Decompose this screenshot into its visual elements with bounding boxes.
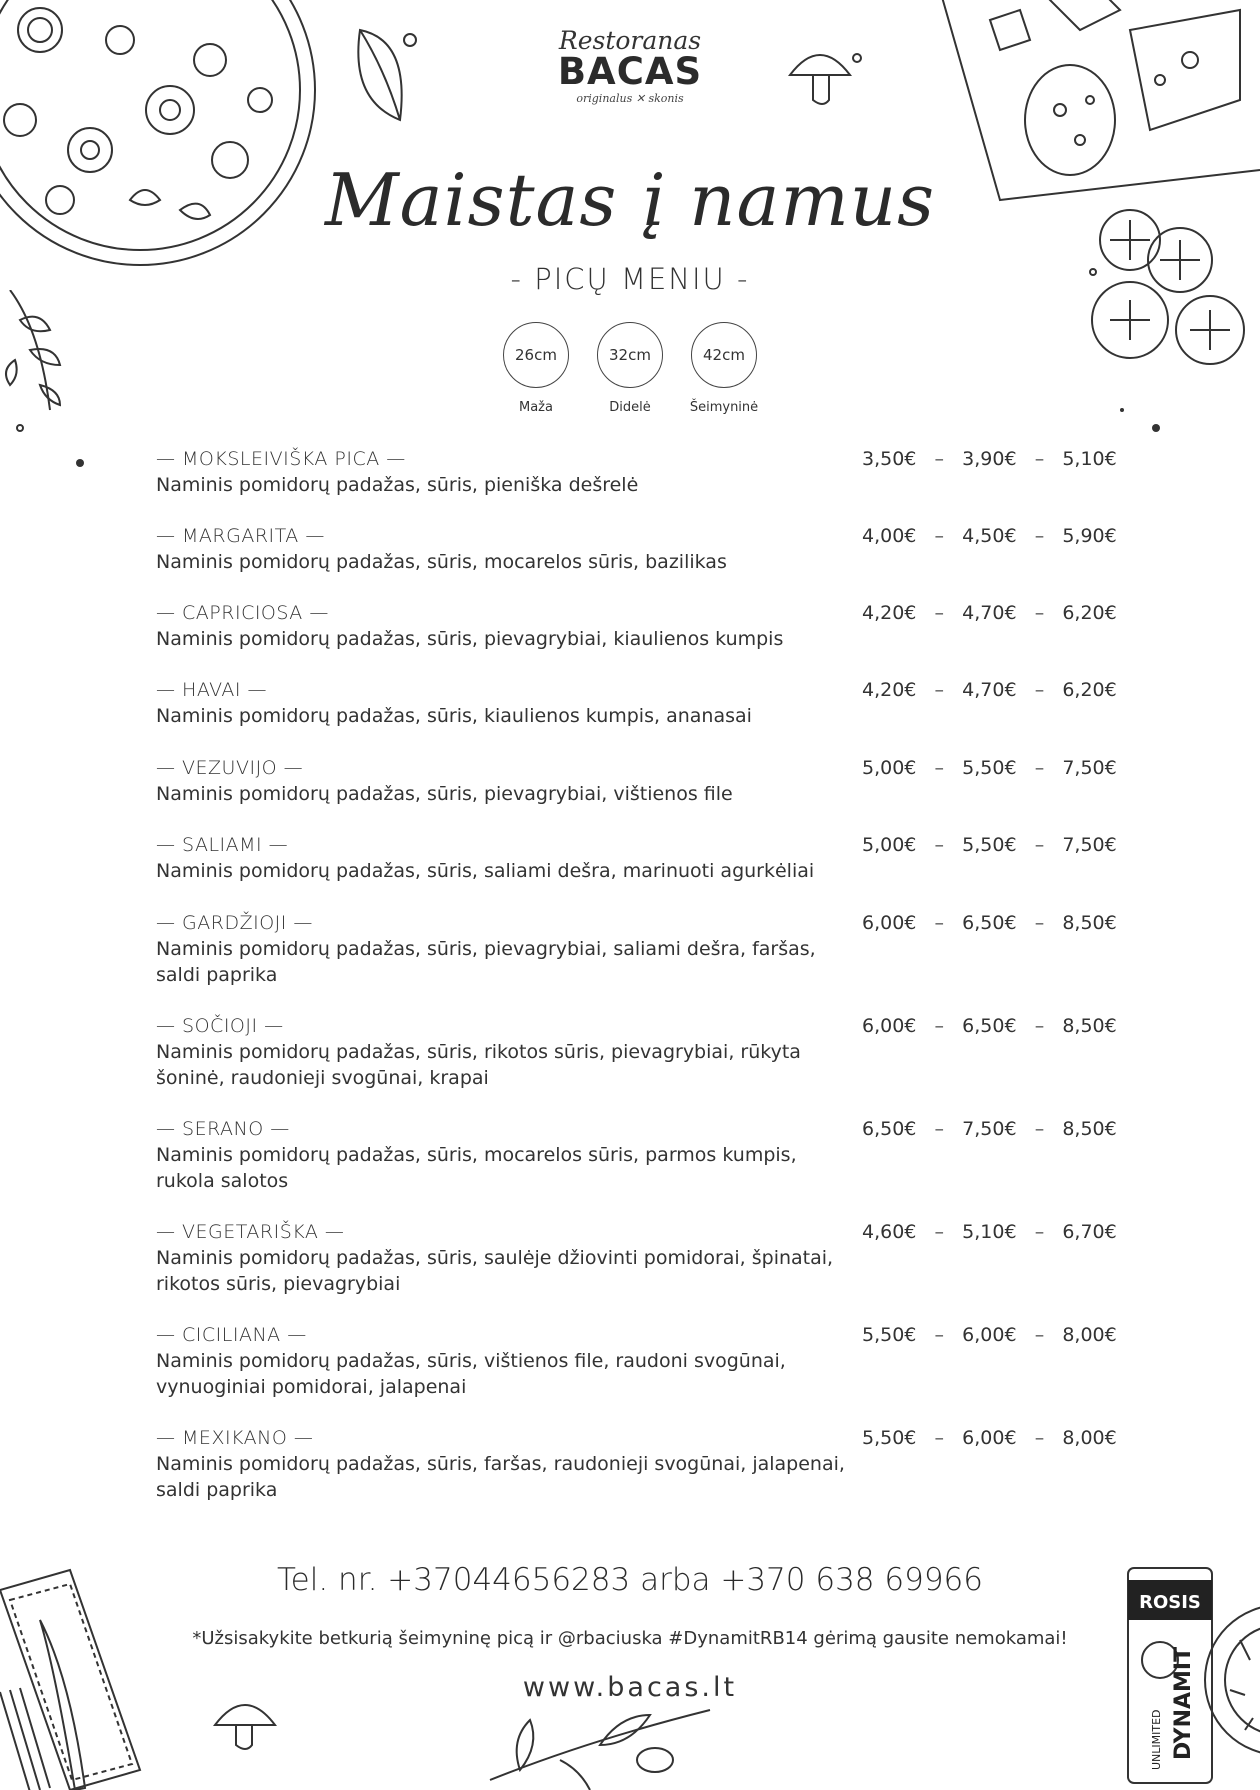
pizza-description: Naminis pomidorų padažas, sūris, mocarelos sūris, parmos kumpis, rukola salotos <box>156 1144 797 1192</box>
price-family: 8,50€ <box>1062 1015 1117 1037</box>
logo-tag-left: originalus <box>576 91 633 105</box>
price-large: 4,50€ <box>962 525 1017 547</box>
price-family: 8,00€ <box>1062 1427 1117 1449</box>
menu-item <box>156 677 1136 729</box>
logo-script: Restoranas <box>558 26 702 55</box>
price-separator: – <box>1034 1221 1045 1243</box>
pizza-description: Naminis pomidorų padažas, sūris, vištienos file, raudoni svogūnai, vynuoginiai pomidorai, jalapenai <box>156 1350 786 1398</box>
price-separator: – <box>934 757 945 779</box>
size-label: Maža <box>519 400 553 415</box>
price-large: 5,50€ <box>962 834 1017 856</box>
price-family: 8,50€ <box>1062 1118 1117 1140</box>
pizza-name: — MARGARITA — <box>156 525 325 547</box>
price-small: 5,00€ <box>862 757 917 779</box>
price-separator: – <box>1034 1324 1045 1346</box>
pizza-prices <box>862 1219 1117 1245</box>
price-large: 5,50€ <box>962 757 1017 779</box>
pizza-name: — VEZUVIJO — <box>156 757 304 779</box>
pizza-description: Naminis pomidorų padažas, sūris, pievagrybiai, saliami dešra, faršas, saldi paprika <box>156 938 816 986</box>
pizza-description: Naminis pomidorų padažas, sūris, mocarelos sūris, bazilikas <box>156 551 727 573</box>
price-separator: – <box>934 602 945 624</box>
price-separator: – <box>934 1324 945 1346</box>
price-separator: – <box>934 525 945 547</box>
pizza-name: — SERANO — <box>156 1118 290 1140</box>
price-separator: – <box>1034 834 1045 856</box>
pizza-description: Naminis pomidorų padažas, sūris, kiaulienos kumpis, ananasai <box>156 705 752 727</box>
pizza-name: — MEXIKANO — <box>156 1427 314 1449</box>
price-small: 5,50€ <box>862 1427 917 1449</box>
logo-name: BACAS <box>557 50 703 93</box>
price-separator: – <box>934 912 945 934</box>
price-small: 5,00€ <box>862 834 917 856</box>
price-small: 5,50€ <box>862 1324 917 1346</box>
price-separator: – <box>934 1221 945 1243</box>
price-separator: – <box>1034 679 1045 701</box>
price-small: 4,60€ <box>862 1221 917 1243</box>
pizza-name: — CAPRICIOSA — <box>156 602 329 624</box>
price-family: 5,90€ <box>1062 525 1117 547</box>
price-large: 6,50€ <box>962 1015 1017 1037</box>
cutlery-icon: ✕ <box>635 91 649 105</box>
logo-tag-right: skonis <box>648 91 684 105</box>
pizza-description: Naminis pomidorų padažas, sūris, faršas, raudonieji svogūnai, jalapenai, saldi paprika <box>156 1453 845 1501</box>
price-separator: – <box>934 1118 945 1140</box>
pizza-prices <box>862 600 1117 626</box>
price-separator: – <box>1034 602 1045 624</box>
restaurant-logo <box>0 28 1260 105</box>
can-sub-text: UNLIMITED <box>1150 1709 1163 1770</box>
pizza-prices <box>862 910 1117 936</box>
pizza-prices <box>862 1013 1117 1039</box>
price-separator: – <box>1034 525 1045 547</box>
size-family <box>688 322 760 415</box>
menu-item <box>156 1013 1136 1091</box>
price-large: 7,50€ <box>962 1118 1017 1140</box>
size-label: Šeimyninė <box>689 400 759 415</box>
menu-item <box>156 1425 1136 1503</box>
price-separator: – <box>934 834 945 856</box>
pizza-description: Naminis pomidorų padažas, sūris, pievagrybiai, kiaulienos kumpis <box>156 628 784 650</box>
price-family: 8,00€ <box>1062 1324 1117 1346</box>
price-small: 3,50€ <box>862 448 917 470</box>
price-family: 7,50€ <box>1062 834 1117 856</box>
menu-item <box>156 523 1136 575</box>
size-circle: 26cm <box>503 322 569 388</box>
size-label: Didelė <box>609 400 651 415</box>
price-separator: – <box>934 1427 945 1449</box>
price-large: 6,00€ <box>962 1324 1017 1346</box>
pizza-name: — SALIAMI — <box>156 834 289 856</box>
pizza-prices <box>862 1116 1117 1142</box>
pizza-name: — VEGETARIŠKA — <box>156 1221 345 1243</box>
menu-item <box>156 1219 1136 1297</box>
pizza-description: Naminis pomidorų padažas, sūris, saliami dešra, marinuoti agurkėliai <box>156 860 815 882</box>
price-separator: – <box>1034 1015 1045 1037</box>
menu-item <box>156 1322 1136 1400</box>
price-separator: – <box>934 1015 945 1037</box>
size-circle: 42cm <box>691 322 757 388</box>
logo-tagline <box>0 92 1260 105</box>
phone-number[interactable]: Tel. nr. +37044656283 arba +370 638 69966 <box>276 1562 983 1598</box>
price-family: 7,50€ <box>1062 757 1117 779</box>
menu-item <box>156 446 1136 498</box>
price-separator: – <box>934 679 945 701</box>
pizza-prices <box>862 755 1117 781</box>
price-large: 4,70€ <box>962 602 1017 624</box>
pizza-description: Naminis pomidorų padažas, sūris, rikotos sūris, pievagrybiai, rūkyta šoninė, raudonieji svogūnai, krapai <box>156 1041 801 1089</box>
menu-item <box>156 832 1136 884</box>
menu-item <box>156 1116 1136 1194</box>
pizza-prices <box>862 1425 1117 1451</box>
promo-text: *Užsisakykite betkurią šeimyninę picą ir @rbaciuska #DynamitRB14 gėrimą gausite nemokamai! <box>192 1628 1068 1649</box>
price-family: 8,50€ <box>1062 912 1117 934</box>
price-large: 5,10€ <box>962 1221 1017 1243</box>
price-family: 5,10€ <box>1062 448 1117 470</box>
size-large <box>594 322 666 415</box>
size-small <box>500 322 572 415</box>
price-small: 4,20€ <box>862 679 917 701</box>
pizza-prices <box>862 446 1117 472</box>
price-small: 4,00€ <box>862 525 917 547</box>
pizza-prices <box>862 523 1117 549</box>
pizza-name: — MOKSLEIVIŠKA PICA — <box>156 448 406 470</box>
pizza-prices <box>862 832 1117 858</box>
menu-item <box>156 755 1136 807</box>
price-small: 6,00€ <box>862 1015 917 1037</box>
website-link[interactable]: www.bacas.lt <box>522 1672 738 1703</box>
price-small: 6,50€ <box>862 1118 917 1140</box>
pizza-name: — GARDŽIOJI — <box>156 912 313 934</box>
pizza-prices <box>862 1322 1117 1348</box>
menu-subtitle: - PICŲ MENIU - <box>510 262 750 296</box>
pizza-description: Naminis pomidorų padažas, sūris, pievagrybiai, vištienos file <box>156 783 733 805</box>
price-family: 6,20€ <box>1062 602 1117 624</box>
price-separator: – <box>934 448 945 470</box>
pizza-name: — HAVAI — <box>156 679 268 701</box>
price-separator: – <box>1034 757 1045 779</box>
price-small: 4,20€ <box>862 602 917 624</box>
price-family: 6,70€ <box>1062 1221 1117 1243</box>
size-legend <box>500 322 760 415</box>
price-family: 6,20€ <box>1062 679 1117 701</box>
menu-item <box>156 910 1136 988</box>
can-brand-text: ROSIS <box>1139 1592 1201 1613</box>
price-separator: – <box>1034 912 1045 934</box>
pizza-prices <box>862 677 1117 703</box>
price-large: 6,00€ <box>962 1427 1017 1449</box>
pizza-name: — SOČIOJI — <box>156 1015 284 1037</box>
pizza-name: — CICILIANA — <box>156 1324 307 1346</box>
price-large: 4,70€ <box>962 679 1017 701</box>
can-name-text: DYNAMIT <box>1171 1646 1196 1760</box>
price-small: 6,00€ <box>862 912 917 934</box>
pizza-description: Naminis pomidorų padažas, sūris, pieniška dešrelė <box>156 474 639 496</box>
size-circle: 32cm <box>597 322 663 388</box>
price-separator: – <box>1034 448 1045 470</box>
pizza-description: Naminis pomidorų padažas, sūris, saulėje džiovinti pomidorai, špinatai, rikotos sūris, pievagrybiai <box>156 1247 834 1295</box>
price-separator: – <box>1034 1427 1045 1449</box>
price-large: 6,50€ <box>962 912 1017 934</box>
price-large: 3,90€ <box>962 448 1017 470</box>
price-separator: – <box>1034 1118 1045 1140</box>
olive-branch-illustration <box>480 1690 720 1790</box>
page-title: Maistas į namus <box>324 158 936 242</box>
menu-item <box>156 600 1136 652</box>
